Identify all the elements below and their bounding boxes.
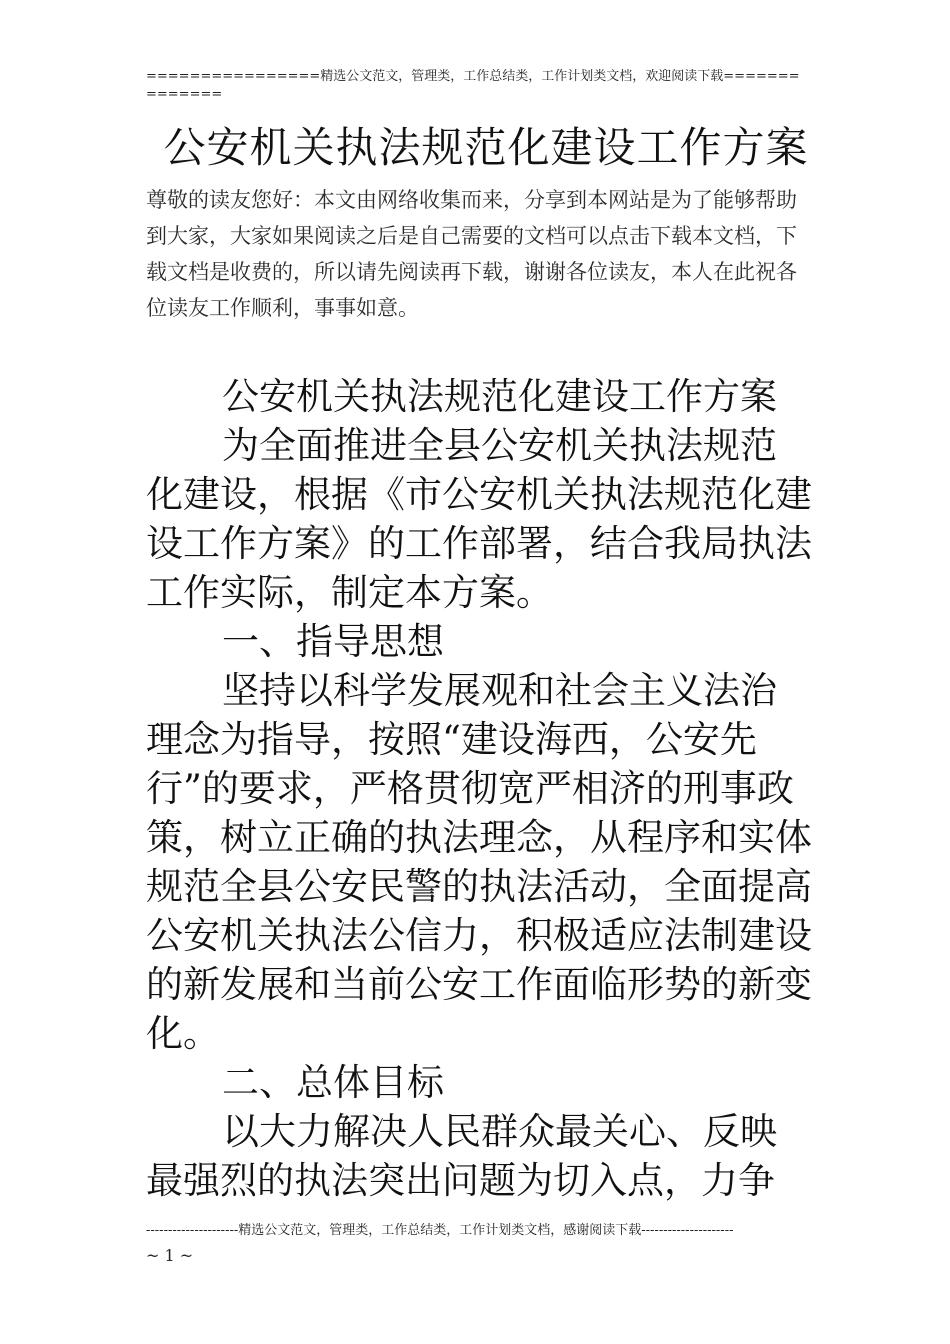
body-text — [146, 372, 812, 1205]
header-banner: ================精选公文范文，管理类，工作总结类，工作计划类文档，欢迎阅读下载============== — [146, 69, 800, 102]
section-heading: 二、总体目标 — [222, 1061, 444, 1104]
body-paragraph: 以大力解决人民群众最关心、反映最强烈的执法突出问题为切入点，力争 — [146, 1110, 777, 1202]
reader-notice: 尊敬的读友您好：本文由网络收集而来，分享到本网站是为了能够帮助到大家，大家如果阅读之后是自己需要的文档可以点击下载本文档，下载文档是收费的，所以请先阅读再下载，谢谢各位读友，本人在此祝各位读友工作顺利，事事如意。 — [146, 188, 797, 320]
page-number: ~ 1 ~ — [146, 1246, 194, 1265]
document-title: 公安机关执法规范化建设工作方案 — [163, 123, 809, 172]
body-heading: 公安机关执法规范化建设工作方案 — [222, 375, 777, 418]
body-paragraph: 坚持以科学发展观和社会主义法治理念为指导，按照“建设海西，公安先行”的要求，严格贯彻宽严相济的刑事政策，树立正确的执法理念，从程序和实体规范全县公安民警的执法活动，全面提高公安机关执法公信力，积极适应法制建设的新发展和当前公安工作面临形势的新变化。 — [146, 669, 812, 1055]
section-heading: 一、指导思想 — [222, 620, 444, 663]
footer-banner: ---------------------精选公文范文，管理类，工作总结类，工作计划类文档，感谢阅读下载--------------------- — [146, 1223, 734, 1238]
body-paragraph: 为全面推进全县公安机关执法规范化建设，根据《市公安机关执法规范化建设工作方案》的工作部署，结合我局执法工作实际，制定本方案。 — [146, 424, 812, 614]
